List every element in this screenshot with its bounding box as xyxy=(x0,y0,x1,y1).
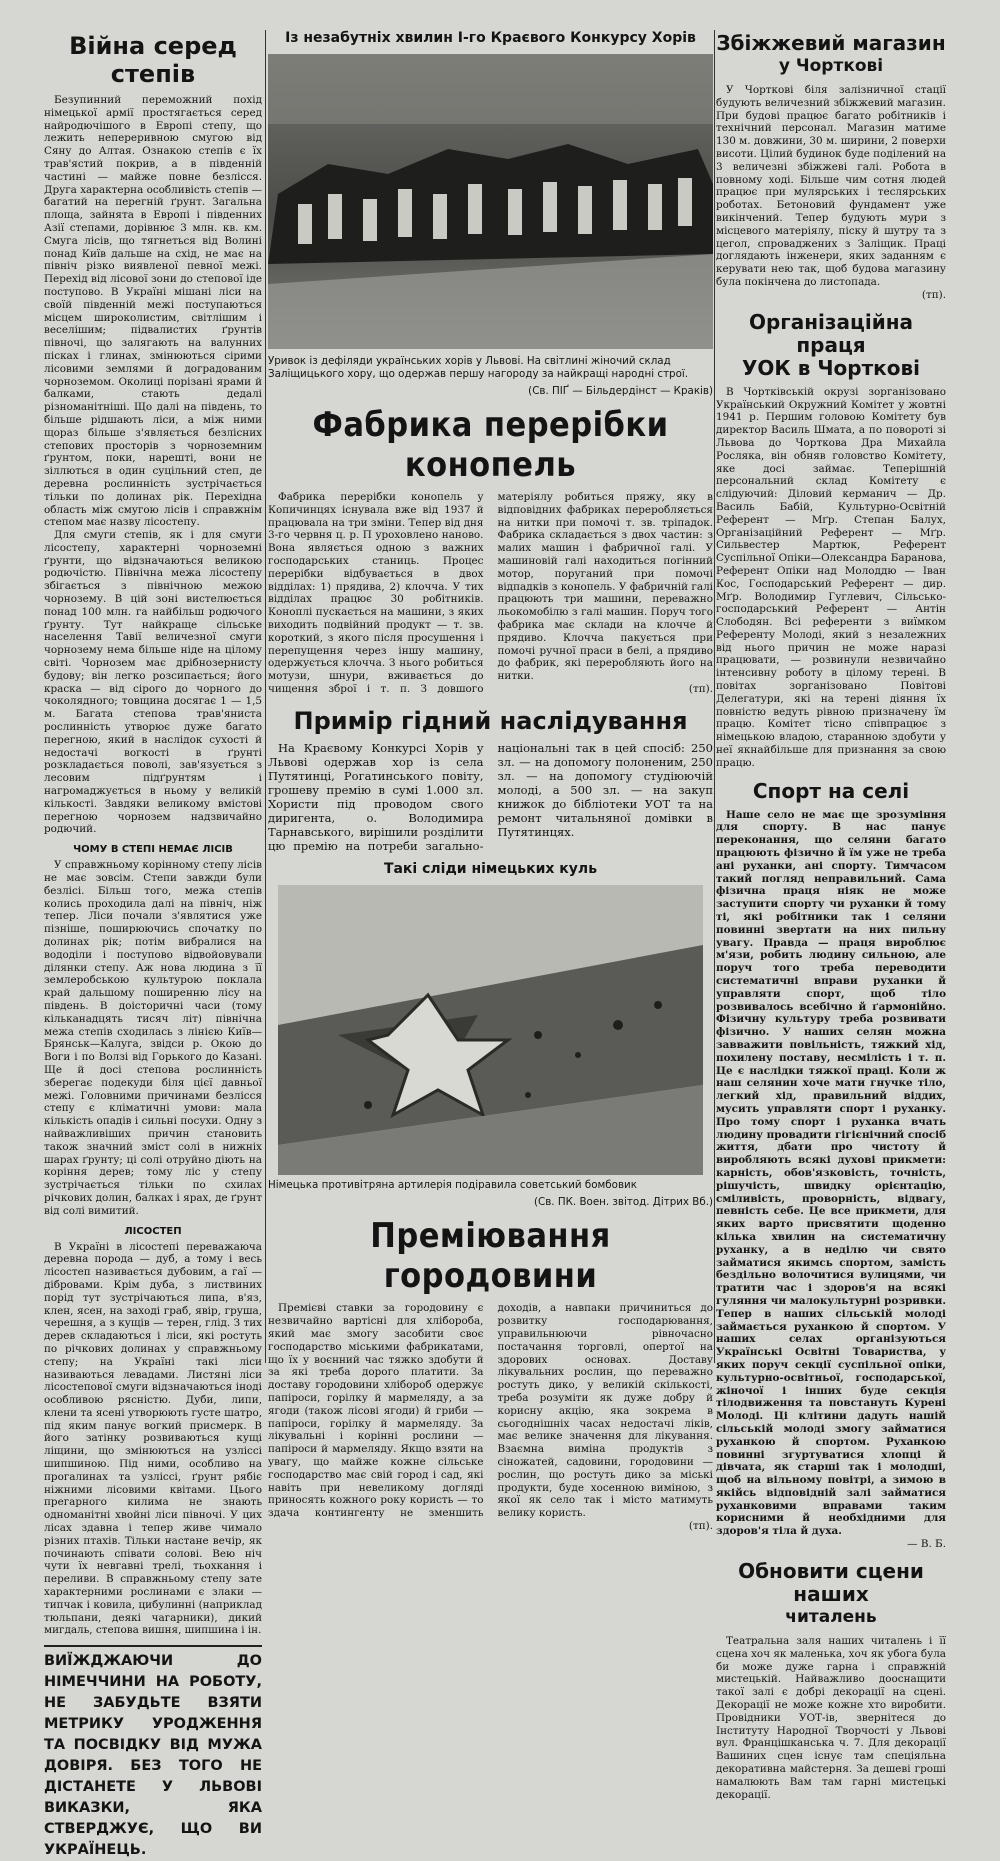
notice-box: ВИЇЖДЖАЮЧИ ДО НІМЕЧЧИНИ НА РОБОТУ, НЕ ЗАБУДЬТЕ ВЗЯТИ МЕТРИКУ УРОДЖЕННЯ ТА ПОСВІДКУ ВІД МУЖА ДОВІРЯ. БЕЗ ТОГО НЕ ДІСТАНЕТЕ У ЛЬВОВІ ВИКАЗКИ, ЯКА СТВЕРДЖУЄ, ЩО ВИ УКРАЇНЕЦЬ. xyxy=(44,1645,262,1861)
gardens-article-body xyxy=(268,1302,713,1532)
photo-credit: (Св. ПК. Воен. звітод. Дітрих Вб.) xyxy=(534,1196,713,1209)
column-center xyxy=(268,30,713,1532)
article-title-hemp-factory: Фабрика перерібки конопель xyxy=(312,405,669,485)
article-title-gardens: Преміювання городовини xyxy=(370,1216,611,1297)
choir-parade-image xyxy=(268,54,713,349)
article-paragraph: Театральна заля наших читалень і її сцена хоч як маленька, хоч як убога була би може дуже гарна і справжній мистецькій. Найважливо дооснащити такої залі є добрі декорації на сцені. Декорації не може кожне хто виробити. Провідники УОТ-ів, звернітеся до Інституту Народної Творчості у Львові вул. Францішканська ч. 7. Для декорації Вашиних сцен існує там спеціяльна декоративна майстерня. За дешеві гроші намалюють Вам там гарні мистецькі декорації. xyxy=(716,1635,946,1801)
photo-caption xyxy=(268,1179,713,1192)
article-paragraph: В Чортківській окрузі зорганізовано Український Окружний Комітет у жовтні 1941 р. Першим головою Комітету був директор Василь Шмата, а по повороті зі Львова до Чорткова Дра Михайла Росляка, він обняв головство Комітету, яке досі займає. Теперішній персональний склад Комітету є слідуючий: Діловий керманич — Др. Василь Бабій, Культурно-Освітній Референт — Мґр. Степан Балух, Організаційний Референт — Мґр. Сильвестер Мартюк, Референт Суспільної Опіки—Олександра Баранова, Референт Опіки над Молоддю — Іван Кос, Господарський Референт — дир. Мґр. Володимир Гуглевич, Сільсько-господарський Референт — Антін Слободян. Всі референти з виїмком Референту Молоді, який з незалежних від нього причин не може наразі працювати, — розвинули незвичайно інтенсивну роботу в цілому терені. В повітах зорганізовано Повітові Делегатури, які на терені діяння їх повністю ведуть рівною призначену їм працю. Комітет тісно співпрацює з німецькою владою, старанною здобути у неї якнайбільше для признання за свою працю. xyxy=(716,385,946,769)
article-paragraph: В Україні в лісостепі переважаюча деревна порода — дуб, а тому і весь лісостеп називається дубовим, а гаї — дібровами. Крім дуба, з листвиних порід тут зустрічаються липа, в'яз, клен, ясен, на заході граб, явір, груша, черешня, а з кущів — терен, глід. З тих дерев складаються і ліси, які ростуть по річкових долинах у справжньому степу; на Україні такі ліси називаються левадами. Листяні ліси лісостепової смуги відзначаються іноді особливою рясністю. Дуби, липи, клени та ясені утворюють густе шатро, під яким панує вогкий присмерк. В його затінку розвиваються кущі ліщини, що змінюються на узліссі шипшиною. Під ними, особливо на прогалинах та узліссі, ґрунт рябіє ніжними лісовими квітами. Цього прегарного килима не знають одноманітні хвойні ліси півночі. У цих лісах здавна і тепер живе чимало різних птахів. Тільки настане вечір, як починають співати солові. Вею ніч чути їх невгавні трелі, тьохкання і переливи. В справжньому степу зате характерними рослинами є злаки — типчак і ковила, цибулинні (наприклад тюльпани, деякі чагарники), дикий мигдаль, степова вишня, шипшина і ін. xyxy=(44,1240,262,1637)
article-subtitle-granary: у Чорткові xyxy=(778,56,884,76)
article-paragraph: У справжньому корінному степу лісів не має зовсім. Степи завжди були безлісі. Більш того, межа степів колись проходила далі на північ, ніж тепер. Ліси почали з'являтися уже пізніше, поширюючись спочатку по долинах рік; потім вибралися на вододіли і поступово відвойовували ділянки степу. Аж нова людина з її землеробською культурою поклала край дальшому поширенню лісу на південь. В доісторичні часи (тому кільканадцять тисяч літ) північна межа степів сходилась з лінією Київ—Брянськ—Калуга, звідси р. Окою до Воги і по Волзі від Горького до Казані. Ще й досі степова рослинність зберегає подекуди біля цієї давньої межі. Головними причинами безлісся степу є кліматичні умови: мала кількість опадів і сильні посухи. Одну з найважливіших причин становить також значний зміст солі в нижніх шарах ґрунту; ці солі отруйно діють на коріння дерев; тому ліс у степу зустрічається тільки по схилах річкових долин, балках і ярах, де ґрунт від солі вимитий. xyxy=(44,859,262,1217)
subheading-forest-steppe: ЛІСОСТЕП xyxy=(124,1225,182,1237)
article-title-war-steppes: Війна серед степів xyxy=(69,32,237,88)
article-paragraph: На Краєвому Конкурсі Хорів у Львові одержав хор із села Путятинці, Рогатинського повіту, грошеву премію в сумі 1.000 зл. Хористи під проводом свого диригента, о. Володимира Тарнавського, вирішили розділити цю премію на потреби загально-національні так в цей спосіб: 250 зл. — на допомогу полоненим, 250 зл. — на допомогу студіюючій молоді, а 500 зл. — на закуп книжок до бібліотеки УОТ та на ремонт читальняної домівки в Путятинцях. xyxy=(268,741,713,854)
article-title-example: Примір гідний наслідування xyxy=(293,707,688,736)
subheading-why-no-forests: ЧОМУ В СТЕПІ НЕМАЄ ЛІСІВ xyxy=(73,844,233,856)
article-signature: (тп). xyxy=(688,682,713,695)
article-paragraph: Безупинний переможний похід німецької армії простягається серед найродючішого в Европі степу, що лежить непереривною смугою від Сяну до Алтая. Ознакою степів є їх трав'ястий покрив, а в південній частині — майже повне безлісся. Друга характерна особливість степів — багатий на перегній ґрунт. Загальна площа, зайнята в Европі і південних Азії степами, дорівнює 3 млн. кв. км. Смуга лісів, що тягнеться від Волині понад Київ дальше на схід, не має на північ різко виявленої певної межі. Перехід від лісової зони до степової іде поступово. В Україні мішані ліси на своїй південній межі поступаються місцем широколистим, світлішим і веселішим; підвалистих ґрунтів півночі, що залягають на валунних пісках і глинах, змінюються сірими лісовими землями й доградованим чорноземом. Околиці порізані ярами й балками, стають дедалі різноманітніші. Що далі на південь, то більше рідшають ліси, а між ними щораз більше з'являється безлісних степових просторів з чорноземним ґрунтом, поки, нарешті, вони не зіллються в один суцільний степ, де деревна рослинність зустрічається тільки по долинах рік. Перехідна область між смугою лісів і справжнім степом має назву лісостепу. xyxy=(44,94,262,529)
article-paragraph: Премієві ставки за городовину є незвичайно вартісні для хлібороба, який має змогу засобити своє господарство міськими фабрикатами, що їх у воєнний час тяжко здобути й за які треба дорого платити. За доставу городовини хлібороб одержує папіроси, горілку й мармеляду, а за ягоди (також лісові ягоди) й гриби — папіроси, горілку й мармеляду. За лікувальні і корінні рослини — папіроси й мармеляду. Якщо взяти на увагу, що майже кожне сільське господарство має свій город і сад, які навіть при невеликому догляді приносять кожного року користь — то здача контингенту не зменшить доходів, а навпаки причиниться до розвитку господарювання, управильнюючи рівночасно постачання торговлі, опертої на здорових основах. Доставу лікувальних рослин, що переважно ростуть дико, у великій скількості, треба розуміти як дуже добру й корисну акцію, яка зокрема в сьогоднішніх часах недостачі ліків, має велике значення для лікування. Взаємна виміна продуктів з сіножатей, садовини, городовини — рослин, що ростуть дико за міські продукти, буде хосенною виміною, з якої як село так і місто матимуть велику користь. xyxy=(268,1302,713,1520)
column-right xyxy=(716,30,947,1801)
article-subtitle-theatre: читалень xyxy=(785,1607,877,1628)
article-signature: — В. Б. xyxy=(907,1538,946,1551)
choir-parade-photo xyxy=(268,54,713,349)
hemp-article-body xyxy=(268,491,713,697)
article-title-granary: Збіжжевий магазин xyxy=(716,31,946,55)
photo-caption-text: Німецька противітряна артилерія подіравила советський бомбовик xyxy=(268,1179,637,1192)
article-paragraph: Фабрика перерібки конопель у Копичинцях існувала вже від 1937 й працювала на три зміни. Тепер від дня 3-го червня ц. р. П уроховлено наново. Вона являється одною з важних господарських станиць. Процес перерібки відбувається в двох відділах: 1) прядива, 2) клочча. У тих відділах працює 30 робітників. Коноплі пускається на машини, з яких виходить подвійний продукт — т. зв. короткий, з якого після просушення і перепущення через іншу машину, одержується клочча. З нього робиться мотузи, шнури, вживається до чищення зброї і т. п. З довшого матеріялу робиться пряжу, яку в відповідних фабриках переробляється на нитки при помочі т. зв. тріпадок. Фабрика складається з двох частин: з малих машин і фабричної галі. У машиновій галі находиться погінний мотор, поруганий при помочі відпадків з конопель. У фабричній галі працюють три машини, переважно льокомобілю з галі машин. Поруч того фабрика має склади на клочче й прядиво. Клочча пакується при помочі ручної праси в белі, а прядиво до фабрик, які переробляють його на нитки. xyxy=(268,491,713,695)
column-divider xyxy=(265,30,266,1363)
lead-photo-title: Із незабутніх хвилин І-го Краєвого Конкурсу Хорів xyxy=(285,30,696,46)
photo-title-traces: Такі сліди німецьких куль xyxy=(383,861,598,878)
article-signature: (тп). xyxy=(688,1519,713,1532)
article-title-sport: Спорт на селі xyxy=(752,778,910,803)
column-divider xyxy=(714,30,715,1363)
bomber-image xyxy=(278,885,703,1175)
article-signature: (тп). xyxy=(921,288,946,301)
article-paragraph: Для смуги степів, як і для смуги лісостепу, характерні чорноземні ґрунти, що відзначаються великою родючістю. Північна межа лісостепу збігається з північною межою чорнозему. В цій зоні вистелюється понад 100 млн. га найбільш родючого ґрунту. Тут найкраще сільське населення Тавії величезної смуги чорнозему нема більше ніде на цілому світі. Чорнозем має дрібнозернисту будову; він легко розсипається; його краска — від сірого до чорного до чоколядного; товщина досягає 1 — 1,5 м. Багата степова трав'яниста рослинність утворює дуже багато перегною, який в наслідок сухості й недостачі вогкості в ґрунті розкладається поволі, зав'язується з лесовим підґрунтям і нагромаджується в ньому у великій кількості. Завдяки великому вмістові перегною чорнозем надзвичайно родючий. xyxy=(44,529,262,836)
example-article-body xyxy=(268,741,713,853)
article-paragraph: У Чорткові біля залізничної стації будують величезний збіжжевий магазин. При будові працює багато робітників і технічний персонал. Магазин матиме 130 м. довжини, 30 м. ширини, 2 поверхи висоти. Цілий будинок буде поділений на 3 величезні збіжжеві галі. Робота в повному ході. Більше чим сотня людей працює при мулярських і теслярських роботах. Бетоновий фундамент уже викінчений. Тепер будують мури з місцевого матеріялу, піску й шутру та з цегол, спроваджених з Заліщик. Праці доглядають інженери, яких заданням є керувати нею так, щоб будова магазину була покінчена до листопада. xyxy=(716,84,947,288)
photo-caption: Уривок із дефіляди українських хорів у Львові. На світлині жіночий склад Заліщицького хору, що одержав першу нагороду за найкращі народні строї. xyxy=(268,355,689,380)
article-title-uok: Організаційна праця xyxy=(748,309,914,357)
article-paragraph: Наше село не має ще зрозуміння для спорту. В нас панує переконання, що селяни багато працюють фізично й їм уже не треба ані руханки, ані спорту. Тимчасом такий погляд неправильний. Сама фізична праця ніяк не може заступити спорту чи руханки й тому ті, які робітники так і селяни повинні звертати на них пильну увагу. Правда — праця вироблює м'язи, робить людину сильною, але поруч того треба переводити систематичні вправи руханки й управляти спорт, щоб тіло розвивалось всебічно й ґармонійно. Фізичну культуру треба розвивати фізично. У наших селян можна завважити повільність, тяжкий хід, похилену поставу, несмілість і т. п. Це є наслідки тяжкої праці. Коли ж наш селянин хоче мати гнучке тіло, легкий хід, правильний віддих, мусить управляти спорт і руханку. Про тому спорт і руханка вчать людину провадити гігієнічний спосіб життя, дбати про чистоту й виробляють всякі духові прикмети: карність, обов'язковість, точність, рішучість, швидку орієнтацію, сміливість, проворність, відвагу, певність себе. Це все прикмети, для яких варто присвятити щоденно кілька хвилин на систематичну руханку, а в неділю чи свято займатися якимсь спортом, замість бездільно волочитися вулицями, чи тратити час і здоров'я на всякі гуляння чи малокультурні розривки. Тепер в наших сільській молоді займається руханкою й спортом. У наших селах організуються Українські Освітні Товариства, у яких поруч секції суспільної опіки, культурно-освітньої, господарської, жіночої і інших буде секція тілодвиження та повстануть Курені Молоді. Ці клітини дадуть нашій сільській молоді змогу займатися руханкою й спортом. Руханкою повинні згуртуватися хлопці й дівчата, як старші так і молодші, щоб на вільному повітрі, а зимою в якійсь відповідній залі займатися руханковими вправами таким корисними й необхідними для здоров'я тіла й духа. xyxy=(716,808,946,1538)
photo-credit: (Св. ПІҐ — Більдердінст — Краків) xyxy=(528,385,713,397)
column-left xyxy=(44,30,262,1859)
article-title-theatre: Обновити сцени наших xyxy=(738,1559,924,1607)
article-subtitle-uok: УОК в Чорткові xyxy=(742,355,920,380)
bomber-photo xyxy=(278,885,703,1175)
